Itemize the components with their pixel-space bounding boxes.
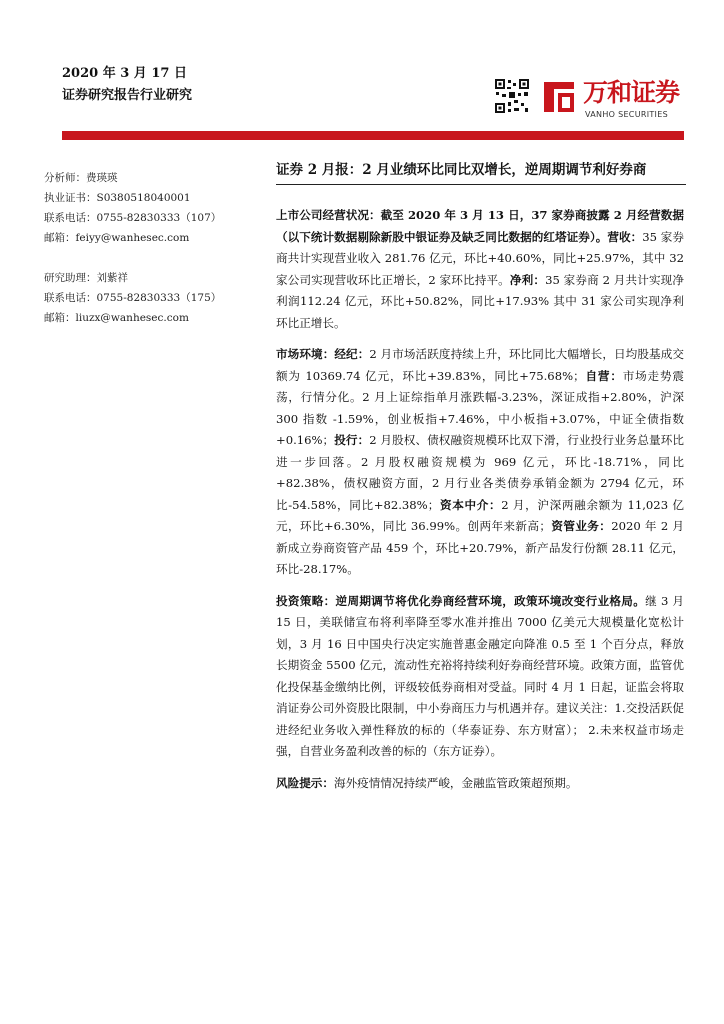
analyst-email: 邮箱：feiyy@wanhesec.com [44, 232, 190, 244]
analyst-info [44, 168, 256, 328]
operations-heading: 上市公司经营状况：截至 2020 年 3 月 13 日，37 家券商披露 2 月经营数据（以下统计数据剔除新股中银证券及缺乏同比数据的红塔证券）。 [276, 208, 684, 244]
company-logo-english: VANHO SECURITIES [585, 110, 668, 119]
vanho-logo-icon [540, 80, 578, 114]
strategy-heading: 投资策略：逆周期调节将优化券商经营环境，政策环境改变行业格局。 [276, 593, 646, 608]
proprietary-label: 自营： [584, 368, 623, 383]
capital-text: 2 月，沪深两融余额为 11,023 亿元，环比+6.30%，同比 36.99%。创两年来新高； [276, 497, 684, 533]
revenue-label: 营收： [607, 229, 643, 244]
qr-code-icon [494, 78, 530, 114]
revenue-text: 35 家券商共计实现营业收入 281.76 亿元，环比+40.60%，同比+25.97%，其中 32 家公司实现营收环比正增长，2 家环比持平。 [276, 229, 684, 287]
company-logo-name: 万和证券 [583, 78, 680, 107]
report-type: 证券研究报告行业研究 [62, 88, 193, 103]
header-divider [62, 131, 684, 140]
assistant-name: 研究助理：刘紫祥 [44, 272, 128, 284]
risk-label: 风险提示： [276, 775, 334, 790]
paragraph-risk [276, 773, 684, 795]
profit-text: 35 家券商 2 月共计实现净利润112.24 亿元，环比+50.82%，同比+17.93% 其中 31 家公司实现净利环比正增长。 [276, 272, 684, 330]
report-date: 2020 年 3 月 17 日 [62, 66, 187, 81]
analyst-phone: 联系电话：0755-82830333（107） [44, 212, 222, 224]
asset-mgmt-text: 2020 年 2 月新成立券商资管产品 459 个，环比+20.79%，新产品发行份额 28.11 亿元，环比-28.17%。 [276, 519, 684, 576]
proprietary-text: 市场走势震荡，行情分化。2 月上证综指单月涨跌幅-3.23%，深证成指+2.80%，沪深 300 指数 -1.59%，创业板指+7.46%，中小板指+3.07%，中证全债指数+0.16%； [276, 368, 684, 447]
report-title: 证券 2 月报：2 月业绩环比同比双增长，逆周期调节利好券商 [276, 158, 686, 185]
analyst-license: 执业证书：S0380518040001 [44, 192, 191, 204]
paragraph-operations [276, 205, 684, 334]
paragraph-market [276, 344, 684, 581]
report-body [276, 205, 684, 804]
brokerage-label: 市场环境：经纪： [276, 347, 370, 361]
paragraph-strategy [276, 591, 684, 763]
analyst-name: 分析师：费瑛瑛 [44, 172, 118, 184]
assistant-phone: 联系电话：0755-82830333（175） [44, 292, 222, 304]
asset-mgmt-label: 资管业务： [550, 519, 612, 533]
profit-label: 净利： [509, 272, 546, 287]
strategy-text: 继 3 月 15 日，美联储宣布将利率降至零水准并推出 7000 亿美元大规模量化宽松计划，3 月 16 日中国央行决定实施普惠金融定向降准 0.5 至 1 个百分点，释放长期资金 5500 亿元，流动性充裕将持续利好券商经营环境。政策方面，监管优化投保基金缴纳比例，评级较低券商相对受益。同时 4 月 1 日起，证监会将取消证券公司外资股比限制，中小券商压力与机遇并存。建议关注：1.交投活跃促进经纪业务收入弹性释放的标的（华泰证券、东方财富）； 2.未来权益市场走强，自营业务盈利改善的标的（东方证券）。 [276, 593, 684, 758]
risk-text: 海外疫情情况持续严峻，金融监管政策超预期。 [333, 775, 578, 790]
ibank-label: 投行： [334, 433, 370, 447]
brokerage-text: 2 月市场活跃度持续上升，环比同比大幅增长，日均股基成交额为 10369.74 亿元，环比+39.83%，同比+75.68%； [276, 347, 684, 383]
ibank-text: 2 月股权、债权融资规模环比双下滑，行业投行业务总量环比进一步回落。2 月股权融资规模为 969 亿元，环比-18.71%，同比+82.38%，债权融资方面，2 月行业各类债券承销金额为 2794 亿元，环比-54.58%，同比+82.38%； [276, 433, 684, 512]
capital-label: 资本中介： [439, 497, 502, 512]
assistant-email: 邮箱：liuzx@wanhesec.com [44, 312, 189, 324]
